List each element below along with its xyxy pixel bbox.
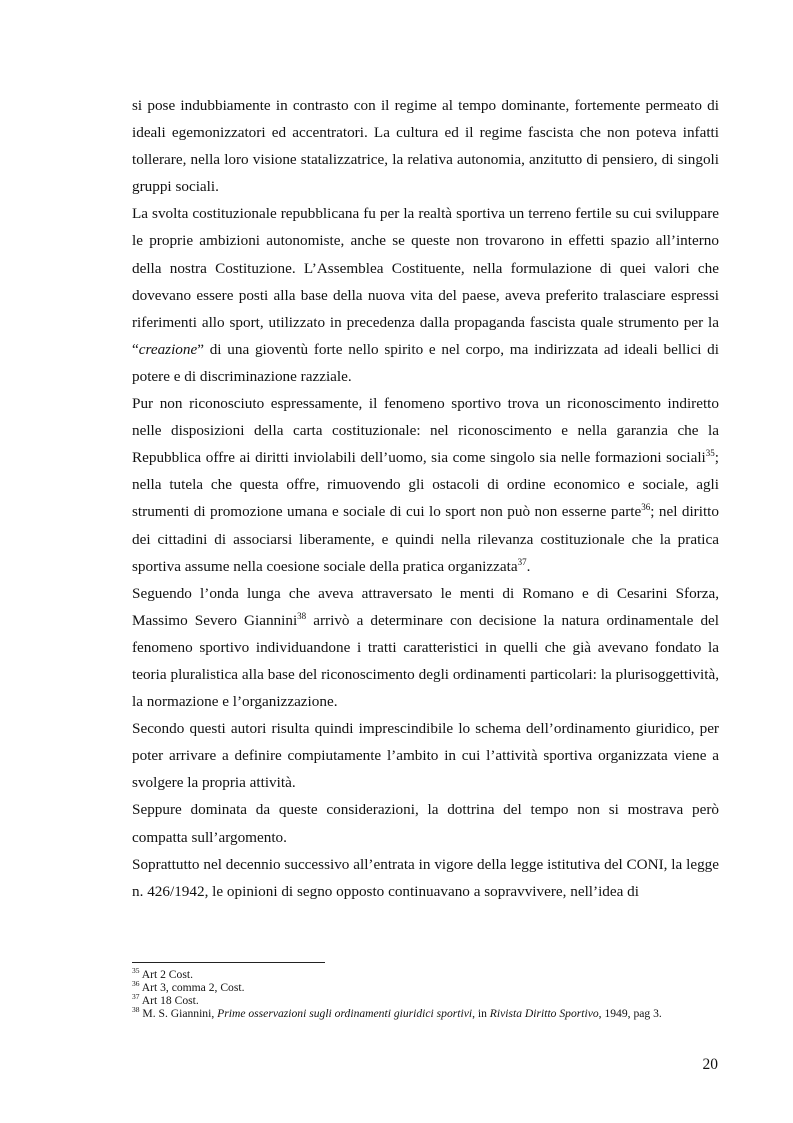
text-run: ; nel diritto dei cittadini di associarsi liberamente, e quindi nella rilevanza costituzionale che la pratica sportiva assume nella coesione sociale della pratica organizzata bbox=[132, 503, 719, 575]
text-run: Seppure dominata da queste considerazioni, la dottrina del tempo non si mostrava però compatta sull’argomento. bbox=[132, 801, 719, 846]
text-run: Secondo questi autori risulta quindi imprescindibile lo schema dell’ordinamento giuridico, per poter arrivare a definire compiutamente l’ambito in cui l’attività sportiva organizzata viene a svolgere la propria attività. bbox=[132, 720, 719, 792]
italic-text: Prime osservazioni sugli ordinamenti giuridici sportivi bbox=[217, 1007, 473, 1020]
footnote bbox=[132, 981, 719, 994]
italic-text: Rivista Diritto Sportivo bbox=[489, 1007, 599, 1020]
text-run: M. S. Giannini, bbox=[139, 1007, 218, 1020]
footnote-reference: 35 bbox=[705, 448, 715, 459]
text-run: Soprattutto nel decennio successivo all’entrata in vigore della legge istitutiva del CONI, la legge n. 426/1942, le opinioni di segno opposto continuavano a sopravvivere, nell’idea di bbox=[132, 855, 719, 900]
text-run: si pose indubbiamente in contrasto con il regime al tempo dominante, fortemente permeato di ideali egemonizzatori ed accentratori. La cultura ed il regime fascista che non poteva infatti tollerare, nella loro visione statalizzatrice, la relativa autonomia, anzitutto di pensiero, di singoli gruppi sociali. bbox=[132, 97, 719, 196]
text-run: , in bbox=[472, 1007, 490, 1020]
page-number: 20 bbox=[702, 1056, 718, 1073]
footnotes bbox=[132, 968, 719, 1020]
paragraph bbox=[132, 200, 719, 390]
footnote-reference: 36 bbox=[132, 979, 140, 989]
footnote-separator bbox=[132, 962, 325, 963]
text-run: arrivò a determinare con decisione la natura ordinamentale del fenomeno sportivo individuandone i tratti caratteristici in quelli che già avevano fondato la teoria pluralistica alla base del riconoscimento degli ordinamenti particolari: la plurisoggettività, la normazione e l’organizzazione. bbox=[132, 611, 719, 711]
text-run: Art 3, comma 2, Cost. bbox=[139, 981, 245, 994]
footnote bbox=[132, 994, 719, 1007]
paragraph bbox=[132, 715, 719, 796]
footnote bbox=[132, 1007, 719, 1020]
text-run: Art 18 Cost. bbox=[139, 994, 199, 1007]
footnote-reference: 36 bbox=[641, 502, 651, 513]
text-run: La svolta costituzionale repubblicana fu per la realtà sportiva un terreno fertile su cui sviluppare le proprie ambizioni autonomiste, anche se queste non trovarono in effetti spazio all’interno della nostra Costituzione. L’Assemblea Costituente, nella formulazione di quei valori che dovevano essere posti alla base della nuova vita del paese, aveva preferito tralasciare espressi riferimenti allo sport, utilizzato in precedenza dalla propaganda fascista quale strumento per la “ bbox=[132, 205, 719, 358]
text-run: . bbox=[526, 557, 531, 575]
footnote bbox=[132, 968, 719, 981]
paragraph bbox=[132, 796, 719, 850]
footnote-reference: 35 bbox=[132, 966, 140, 976]
footnote-reference: 37 bbox=[517, 556, 527, 567]
text-run: Art 2 Cost. bbox=[139, 968, 193, 981]
paragraph bbox=[132, 390, 719, 580]
footnote-reference: 38 bbox=[132, 1005, 140, 1015]
text-run: , 1949, pag 3. bbox=[598, 1007, 662, 1020]
footnote-reference: 37 bbox=[132, 992, 140, 1002]
text-run: ; nella tutela che questa offre, rimuovendo gli ostacoli di ordine economico e sociale, agli strumenti di promozione umana e sociale di cui lo sport non può non esserne parte bbox=[132, 449, 719, 521]
body-text bbox=[132, 92, 719, 905]
text-run: Pur non riconosciuto espressamente, il fenomeno sportivo trova un riconoscimento indiretto nelle disposizioni della carta costituzionale: nel riconoscimento e nella garanzia che la Repubblica offre ai diritti inviolabili dell’uomo, sia come singolo sia nelle formazioni sociali bbox=[132, 395, 719, 467]
footnote-reference: 38 bbox=[297, 610, 307, 621]
paragraph bbox=[132, 851, 719, 905]
text-run: ” di una gioventù forte nello spirito e nel corpo, ma indirizzata ad ideali bellici di potere e di discriminazione razziale. bbox=[132, 340, 719, 385]
italic-text: creazione bbox=[138, 340, 198, 358]
text-run: Seguendo l’onda lunga che aveva attraversato le menti di Romano e di Cesarini Sforza, Massimo Severo Giannini bbox=[132, 584, 719, 629]
paragraph bbox=[132, 580, 719, 715]
paragraph bbox=[132, 92, 719, 200]
